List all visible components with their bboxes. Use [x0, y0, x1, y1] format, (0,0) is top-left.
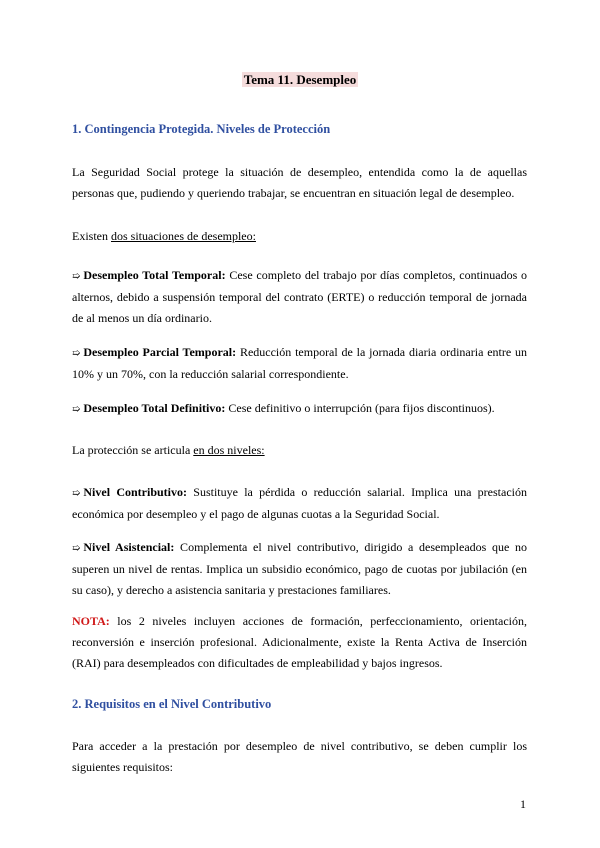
section1-heading: 1. Contingencia Protegida. Niveles de Protección — [72, 122, 331, 136]
situaciones-intro — [72, 226, 527, 247]
page-title — [0, 72, 600, 88]
list-item — [72, 482, 527, 525]
niveles-underlined: en dos niveles: — [193, 443, 265, 457]
item-text: Cese definitivo o interrupción (para fijos discontinuos). — [225, 401, 495, 415]
nota-label: NOTA: — [72, 614, 110, 628]
niveles-intro — [72, 440, 527, 461]
nota-paragraph — [72, 611, 527, 674]
list-item — [72, 342, 527, 385]
arrow-icon: ➯ — [72, 543, 81, 554]
niveles-prefix: La protección se articula — [72, 443, 194, 457]
nivel-term: Nivel Contributivo: — [83, 485, 187, 499]
nivel-text: Sustituye la pérdida o reducción salarial. Implica una prestación económica por desempleo y el pago de algunas cuotas a la Seguridad Social. — [72, 485, 527, 521]
arrow-icon: ➯ — [72, 271, 81, 282]
section2-heading: 2. Requisitos en el Nivel Contributivo — [72, 697, 272, 711]
nota-text: los 2 niveles incluyen acciones de formación, perfeccionamiento, orientación, reconversión e inserción profesional. Adicionalmente, existe la Renta Activa de Inserción (RAI) para desempleados con dificultades de empleabilidad y bajos ingresos. — [72, 614, 527, 670]
page-title-text: Tema 11. Desempleo — [243, 72, 357, 87]
item-term: Desempleo Total Temporal: — [83, 268, 226, 282]
item-text: Cese completo del trabajo por días completos, continuados o alternos, debido a suspensión temporal del contrato (ERTE) o reducción temporal de jornada de al menos un día ordinario. — [72, 268, 527, 325]
nivel-text: Complementa el nivel contributivo, dirigido a desempleados que no superen un nivel de rentas. Implica un subsidio económico, pago de cuotas por jubilación (en su caso), y derecho a asistencia sanitaria y prestaciones familiares. — [72, 540, 528, 597]
item-term: Desempleo Parcial Temporal: — [83, 345, 237, 359]
arrow-icon: ➯ — [72, 348, 81, 359]
situaciones-underlined: dos situaciones de desempleo: — [111, 229, 256, 243]
item-text: Reducción temporal de la jornada diaria ordinaria entre un 10% y un 70%, con la reducción salarial correspondiente. — [72, 345, 528, 381]
page-number: 1 — [520, 797, 526, 811]
nivel-term: Nivel Asistencial: — [83, 540, 175, 554]
list-item — [72, 265, 527, 329]
list-item — [72, 537, 527, 601]
item-term: Desempleo Total Definitivo: — [83, 401, 226, 415]
section2-intro: Para acceder a la prestación por desempleo de nivel contributivo, se deben cumplir los siguientes requisitos: — [72, 739, 527, 774]
arrow-icon: ➯ — [72, 404, 81, 415]
arrow-icon: ➯ — [72, 488, 81, 499]
list-item — [72, 398, 527, 420]
section1-intro: La Seguridad Social protege la situación de desempleo, entendida como la de aquellas personas que, pudiendo y queriendo trabajar, se encuentran en situación legal de desempleo. — [72, 165, 527, 200]
situaciones-prefix: Existen — [72, 229, 111, 243]
